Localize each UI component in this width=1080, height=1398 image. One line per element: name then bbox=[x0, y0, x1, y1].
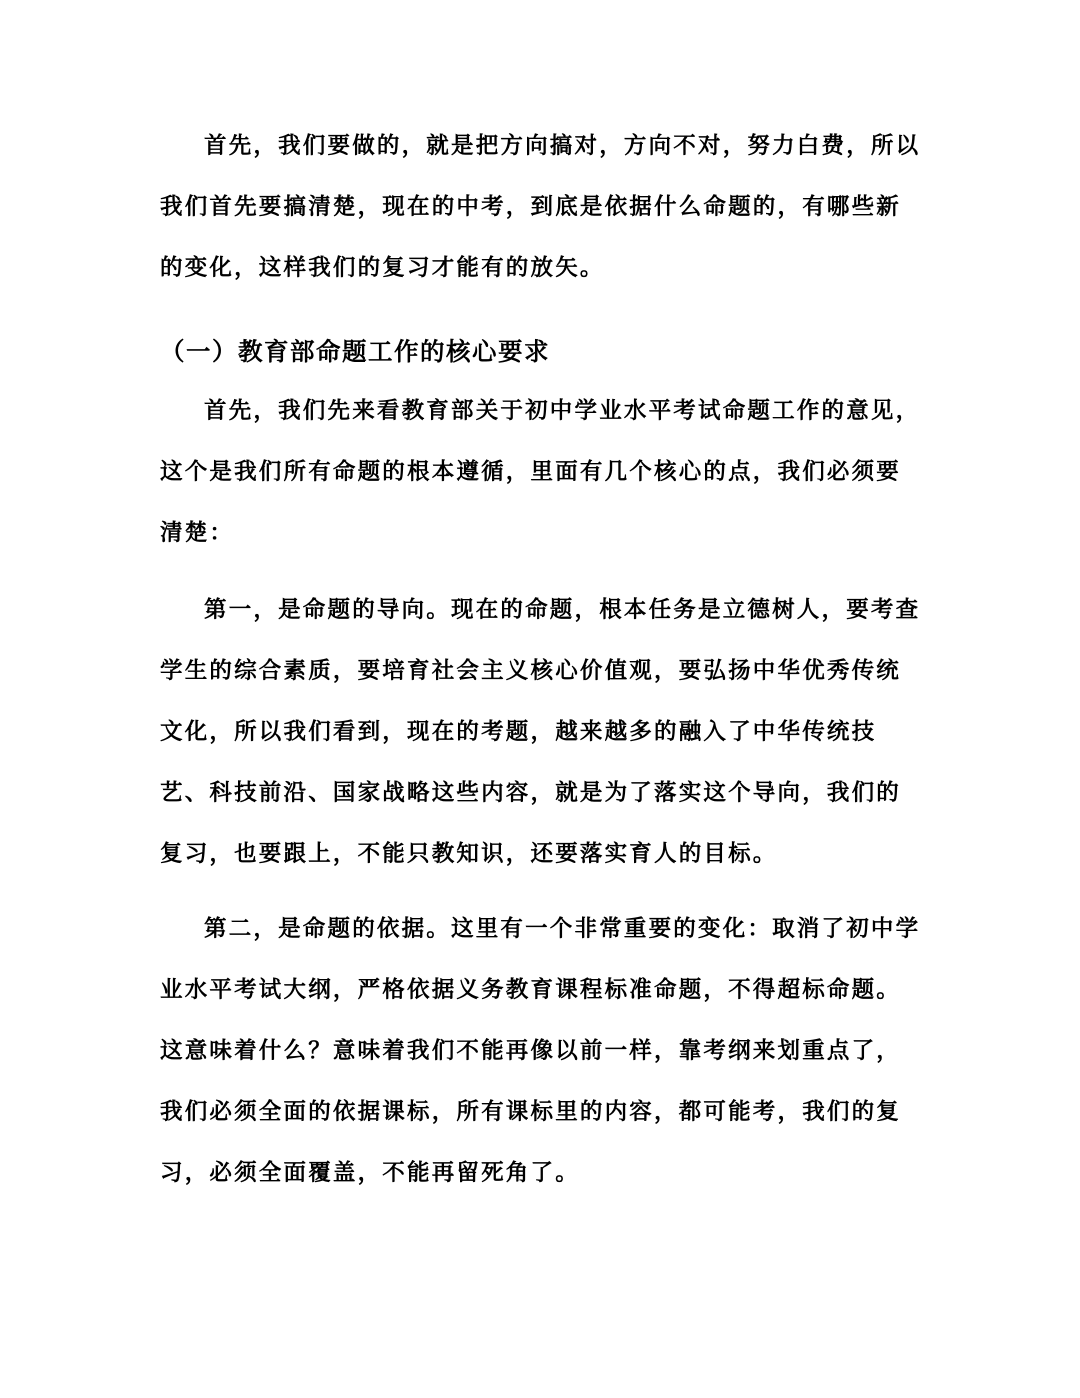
section-heading: （一）教育部命题工作的核心要求 bbox=[160, 337, 550, 366]
paragraph-moe-opinion: 首先，我们先来看教育部关于初中学业水平考试命题工作的意见， 这个是我们所有命题的根本遵循，里面有几个核心的点，我们必须要 清楚： bbox=[160, 398, 921, 546]
intro-paragraph: 首先，我们要做的，就是把方向搞对，方向不对，努力白费，所以 我们首先要搞清楚，现在的中考，到底是依据什么命题的，有哪些新 的变化，这样我们的复习才能有的放矢。 bbox=[160, 133, 921, 281]
paragraph-basis: 第二，是命题的依据。这里有一个非常重要的变化：取消了初中学 业水平考试大纲，严格依据义务教育课程标准命题，不得超标命题。 这意味着什么？意味着我们不能再像以前一样，靠考纲来划重点了， 我们必须全面的依据课标，所有课标里的内容，都可能考，我们的复 习，必须全面覆盖，不能再留死角了。 bbox=[160, 916, 921, 1186]
paragraph-orientation: 第一，是命题的导向。现在的命题，根本任务是立德树人，要考查 学生的综合素质，要培育社会主义核心价值观，要弘扬中华优秀传统 文化，所以我们看到，现在的考题，越来越多的融入了中华传统技 艺、科技前沿、国家战略这些内容，就是为了落实这个导向，我们的 复习，也要跟上，不能只教知识，还要落实育人的目标。 bbox=[160, 597, 921, 867]
